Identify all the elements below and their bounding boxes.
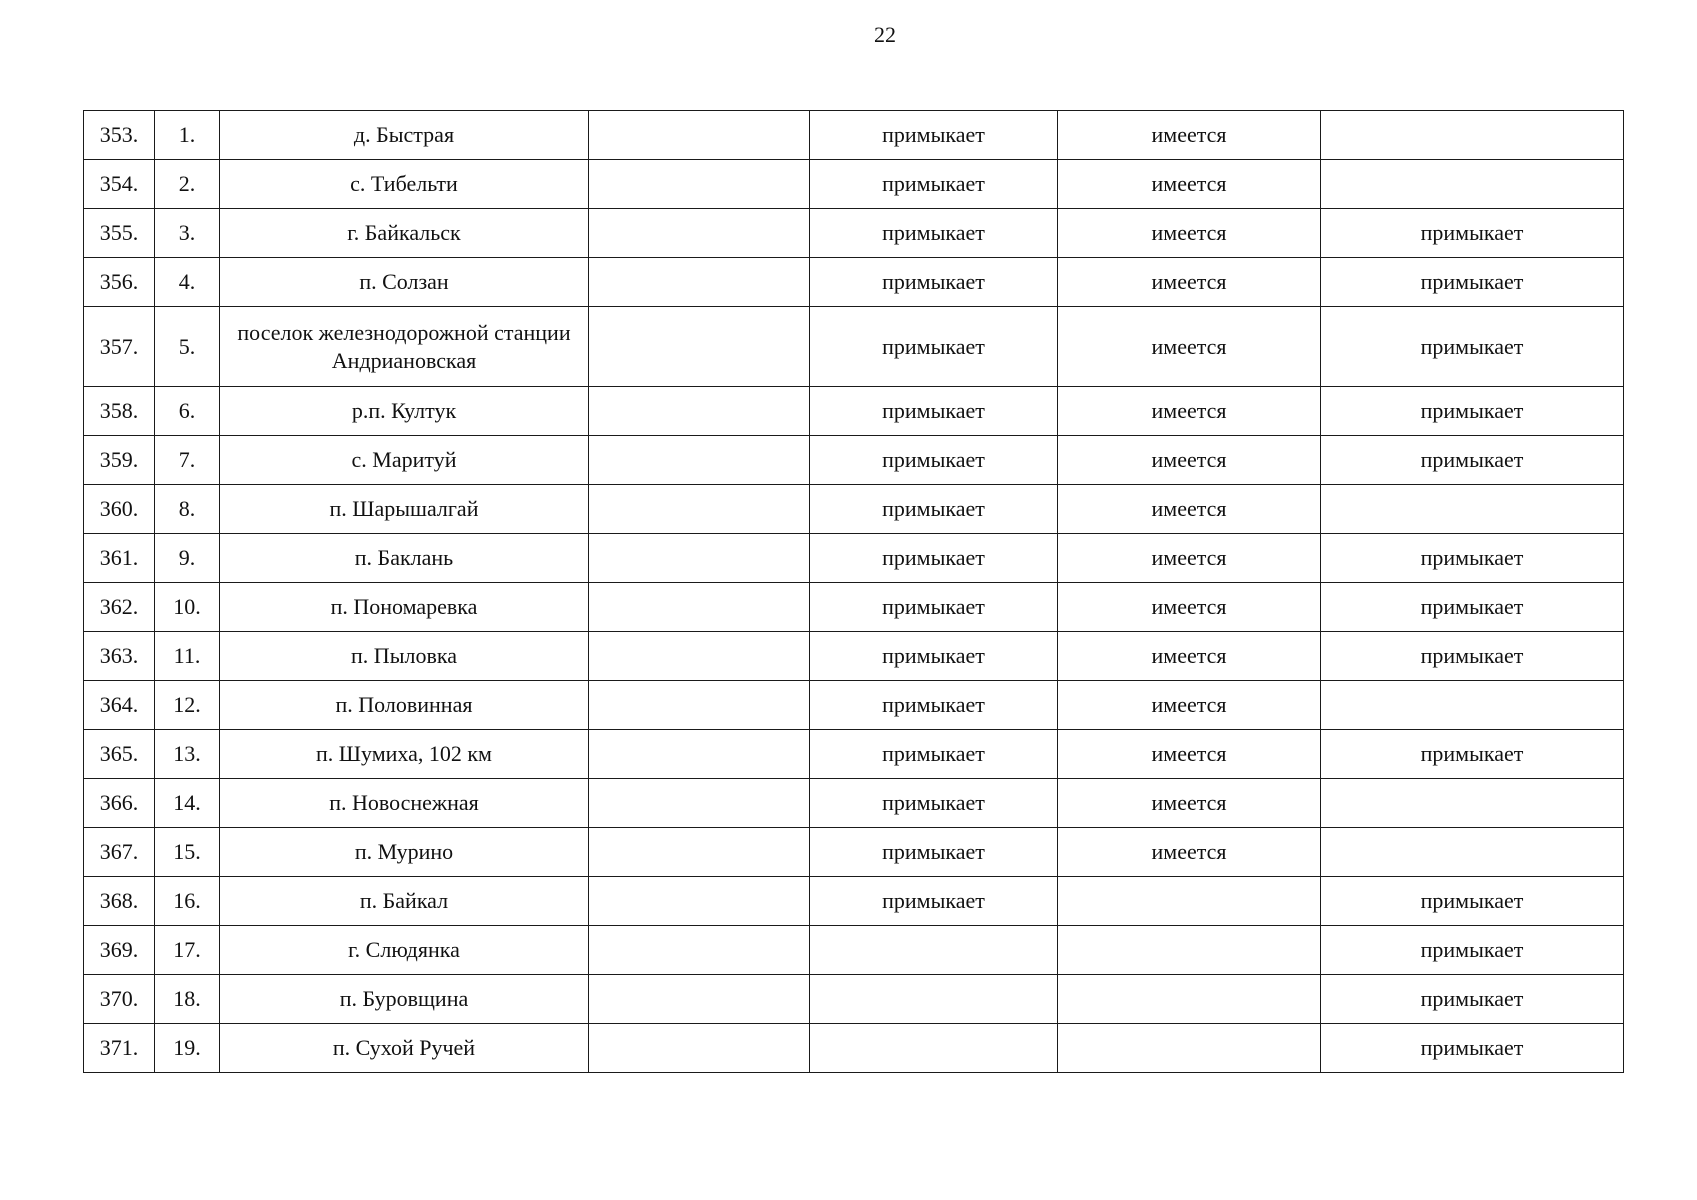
column-4-cell xyxy=(589,387,810,436)
column-7-cell: примыкает xyxy=(1321,307,1624,387)
column-7-cell xyxy=(1321,111,1624,160)
column-6-cell: имеется xyxy=(1058,632,1321,681)
column-4-cell xyxy=(589,877,810,926)
row-subnumber-cell: 13. xyxy=(155,730,220,779)
column-5-cell: примыкает xyxy=(810,387,1058,436)
column-7-cell: примыкает xyxy=(1321,1024,1624,1073)
row-number-cell: 357. xyxy=(84,307,155,387)
settlement-name-cell: п. Половинная xyxy=(220,681,589,730)
settlement-name-cell: п. Сухой Ручей xyxy=(220,1024,589,1073)
column-6-cell: имеется xyxy=(1058,534,1321,583)
row-subnumber-cell: 6. xyxy=(155,387,220,436)
table-row xyxy=(84,534,1624,583)
settlement-name-cell: п. Баклань xyxy=(220,534,589,583)
row-number-cell: 365. xyxy=(84,730,155,779)
settlement-name-cell: п. Буровщина xyxy=(220,975,589,1024)
row-subnumber-cell: 15. xyxy=(155,828,220,877)
column-5-cell xyxy=(810,926,1058,975)
column-7-cell: примыкает xyxy=(1321,534,1624,583)
column-4-cell xyxy=(589,632,810,681)
table-row xyxy=(84,436,1624,485)
column-6-cell: имеется xyxy=(1058,160,1321,209)
settlement-name-cell: с. Тибельти xyxy=(220,160,589,209)
table-row xyxy=(84,779,1624,828)
row-subnumber-cell: 12. xyxy=(155,681,220,730)
table-row xyxy=(84,258,1624,307)
column-4-cell xyxy=(589,779,810,828)
column-6-cell: имеется xyxy=(1058,828,1321,877)
column-6-cell: имеется xyxy=(1058,779,1321,828)
column-7-cell xyxy=(1321,681,1624,730)
column-5-cell: примыкает xyxy=(810,307,1058,387)
table-row xyxy=(84,1024,1624,1073)
column-5-cell: примыкает xyxy=(810,681,1058,730)
table-row xyxy=(84,485,1624,534)
row-subnumber-cell: 10. xyxy=(155,583,220,632)
column-4-cell xyxy=(589,583,810,632)
settlement-name-cell: с. Маритуй xyxy=(220,436,589,485)
column-5-cell: примыкает xyxy=(810,258,1058,307)
settlement-name-cell: п. Новоснежная xyxy=(220,779,589,828)
row-subnumber-cell: 11. xyxy=(155,632,220,681)
table-row xyxy=(84,111,1624,160)
row-number-cell: 369. xyxy=(84,926,155,975)
settlement-name-cell: д. Быстрая xyxy=(220,111,589,160)
column-4-cell xyxy=(589,160,810,209)
column-7-cell: примыкает xyxy=(1321,209,1624,258)
table-row xyxy=(84,877,1624,926)
column-4-cell xyxy=(589,436,810,485)
column-5-cell: примыкает xyxy=(810,534,1058,583)
table-row xyxy=(84,583,1624,632)
table-row xyxy=(84,160,1624,209)
row-number-cell: 355. xyxy=(84,209,155,258)
row-number-cell: 361. xyxy=(84,534,155,583)
row-number-cell: 356. xyxy=(84,258,155,307)
column-4-cell xyxy=(589,111,810,160)
column-6-cell: имеется xyxy=(1058,258,1321,307)
column-7-cell xyxy=(1321,160,1624,209)
column-7-cell: примыкает xyxy=(1321,387,1624,436)
settlement-name-cell: п. Шарышалгай xyxy=(220,485,589,534)
table-row xyxy=(84,828,1624,877)
column-4-cell xyxy=(589,209,810,258)
column-7-cell: примыкает xyxy=(1321,583,1624,632)
column-7-cell: примыкает xyxy=(1321,926,1624,975)
row-subnumber-cell: 1. xyxy=(155,111,220,160)
row-number-cell: 358. xyxy=(84,387,155,436)
table-row xyxy=(84,632,1624,681)
column-7-cell xyxy=(1321,828,1624,877)
table-row xyxy=(84,209,1624,258)
row-subnumber-cell: 7. xyxy=(155,436,220,485)
settlement-name-cell: п. Шумиха, 102 км xyxy=(220,730,589,779)
page-number: 22 xyxy=(874,22,896,47)
column-5-cell: примыкает xyxy=(810,160,1058,209)
row-number-cell: 364. xyxy=(84,681,155,730)
table-row xyxy=(84,730,1624,779)
column-5-cell: примыкает xyxy=(810,436,1058,485)
column-7-cell: примыкает xyxy=(1321,877,1624,926)
column-7-cell xyxy=(1321,779,1624,828)
column-6-cell xyxy=(1058,926,1321,975)
row-number-cell: 366. xyxy=(84,779,155,828)
row-number-cell: 354. xyxy=(84,160,155,209)
column-7-cell: примыкает xyxy=(1321,632,1624,681)
table-body xyxy=(84,111,1624,1073)
column-7-cell: примыкает xyxy=(1321,730,1624,779)
row-subnumber-cell: 16. xyxy=(155,877,220,926)
column-6-cell xyxy=(1058,877,1321,926)
column-4-cell xyxy=(589,258,810,307)
settlement-name-cell: п. Мурино xyxy=(220,828,589,877)
row-subnumber-cell: 5. xyxy=(155,307,220,387)
column-7-cell: примыкает xyxy=(1321,258,1624,307)
column-4-cell xyxy=(589,1024,810,1073)
row-number-cell: 363. xyxy=(84,632,155,681)
table-row xyxy=(84,681,1624,730)
table-row xyxy=(84,975,1624,1024)
column-6-cell: имеется xyxy=(1058,307,1321,387)
row-number-cell: 371. xyxy=(84,1024,155,1073)
column-5-cell: примыкает xyxy=(810,730,1058,779)
column-5-cell xyxy=(810,975,1058,1024)
column-5-cell: примыкает xyxy=(810,485,1058,534)
column-5-cell: примыкает xyxy=(810,877,1058,926)
settlements-table-container xyxy=(83,110,1624,1073)
table-row xyxy=(84,387,1624,436)
settlement-name-cell: г. Байкальск xyxy=(220,209,589,258)
row-number-cell: 368. xyxy=(84,877,155,926)
column-4-cell xyxy=(589,681,810,730)
settlement-name-cell: п. Пономаревка xyxy=(220,583,589,632)
settlement-name-cell: п. Пыловка xyxy=(220,632,589,681)
settlements-table xyxy=(83,110,1624,1073)
row-number-cell: 359. xyxy=(84,436,155,485)
row-number-cell: 353. xyxy=(84,111,155,160)
column-4-cell xyxy=(589,485,810,534)
column-6-cell: имеется xyxy=(1058,485,1321,534)
column-6-cell: имеется xyxy=(1058,436,1321,485)
column-5-cell: примыкает xyxy=(810,111,1058,160)
column-6-cell xyxy=(1058,1024,1321,1073)
column-6-cell: имеется xyxy=(1058,209,1321,258)
column-4-cell xyxy=(589,975,810,1024)
row-subnumber-cell: 3. xyxy=(155,209,220,258)
column-6-cell: имеется xyxy=(1058,681,1321,730)
column-6-cell: имеется xyxy=(1058,387,1321,436)
column-4-cell xyxy=(589,730,810,779)
column-6-cell: имеется xyxy=(1058,583,1321,632)
column-7-cell: примыкает xyxy=(1321,436,1624,485)
settlement-name-cell: п. Байкал xyxy=(220,877,589,926)
column-5-cell: примыкает xyxy=(810,209,1058,258)
column-4-cell xyxy=(589,534,810,583)
row-subnumber-cell: 17. xyxy=(155,926,220,975)
column-7-cell xyxy=(1321,485,1624,534)
column-6-cell xyxy=(1058,975,1321,1024)
column-6-cell: имеется xyxy=(1058,111,1321,160)
column-5-cell: примыкает xyxy=(810,632,1058,681)
row-number-cell: 370. xyxy=(84,975,155,1024)
row-subnumber-cell: 2. xyxy=(155,160,220,209)
row-subnumber-cell: 9. xyxy=(155,534,220,583)
settlement-name-cell: п. Солзан xyxy=(220,258,589,307)
row-subnumber-cell: 14. xyxy=(155,779,220,828)
row-subnumber-cell: 8. xyxy=(155,485,220,534)
row-subnumber-cell: 18. xyxy=(155,975,220,1024)
table-row xyxy=(84,307,1624,387)
column-5-cell: примыкает xyxy=(810,828,1058,877)
column-5-cell: примыкает xyxy=(810,779,1058,828)
column-4-cell xyxy=(589,307,810,387)
table-row xyxy=(84,926,1624,975)
row-number-cell: 360. xyxy=(84,485,155,534)
settlement-name-cell: поселок железнодорожной станции Андриановская xyxy=(220,307,589,387)
row-number-cell: 367. xyxy=(84,828,155,877)
column-4-cell xyxy=(589,926,810,975)
column-5-cell xyxy=(810,1024,1058,1073)
settlement-name-cell: г. Слюдянка xyxy=(220,926,589,975)
column-6-cell: имеется xyxy=(1058,730,1321,779)
column-4-cell xyxy=(589,828,810,877)
settlement-name-cell: р.п. Култук xyxy=(220,387,589,436)
row-number-cell: 362. xyxy=(84,583,155,632)
column-7-cell: примыкает xyxy=(1321,975,1624,1024)
row-subnumber-cell: 19. xyxy=(155,1024,220,1073)
column-5-cell: примыкает xyxy=(810,583,1058,632)
row-subnumber-cell: 4. xyxy=(155,258,220,307)
